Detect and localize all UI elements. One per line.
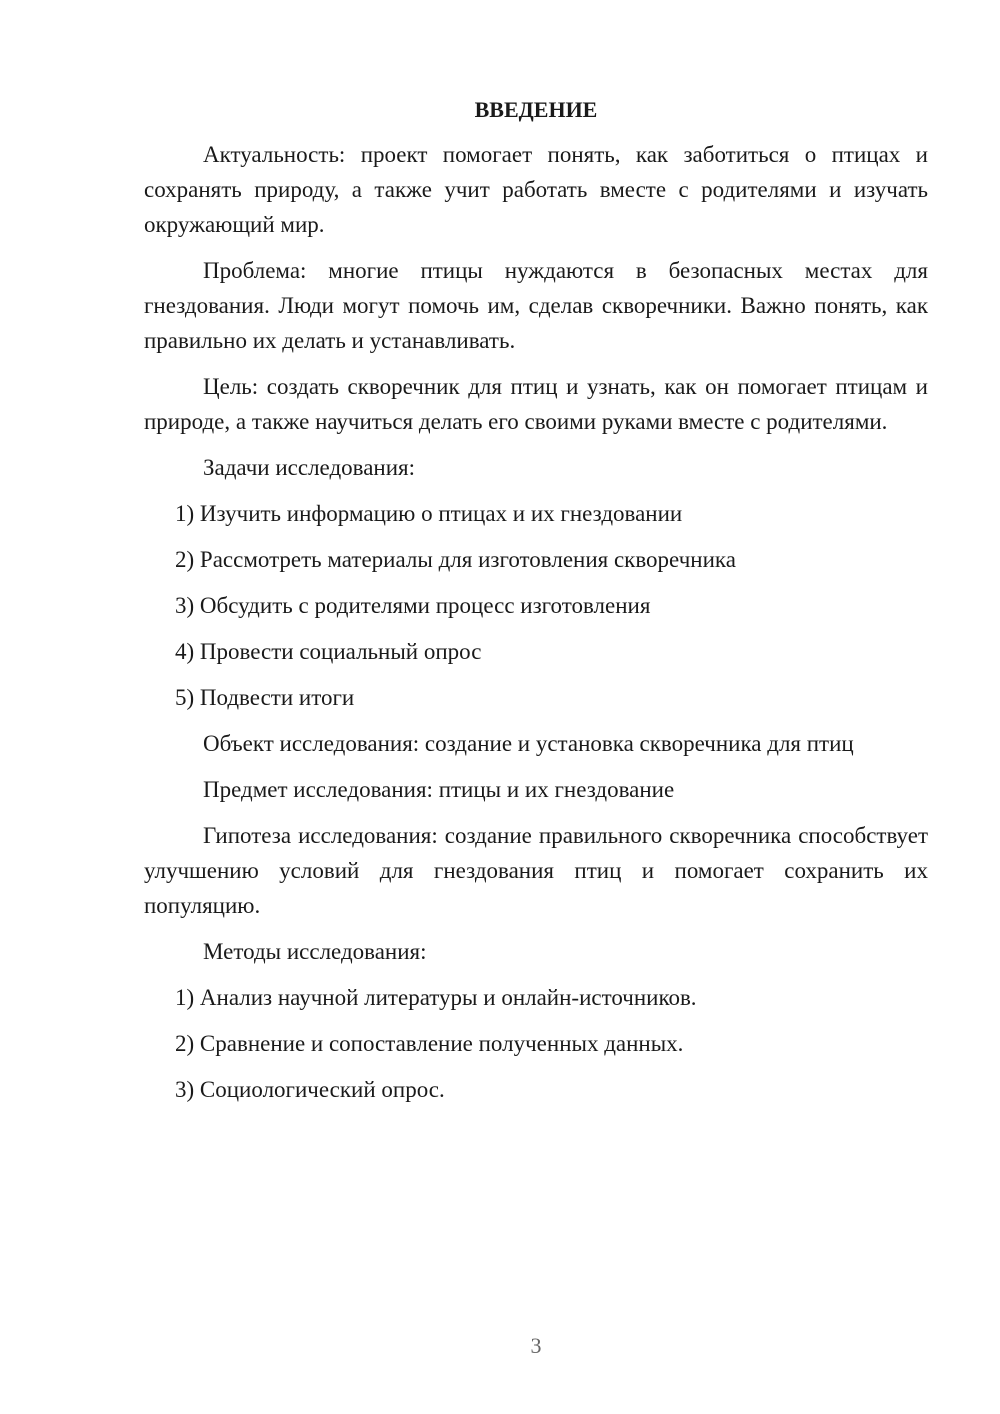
tasks-heading: Задачи исследования: bbox=[203, 455, 416, 480]
page-title: ВВЕДЕНИЕ bbox=[474, 97, 598, 122]
method-item-2: 2) Сравнение и сопоставление полученных данных. bbox=[175, 1031, 684, 1056]
problem-paragraph: Проблема: многие птицы нуждаются в безопасных местах для гнездования. Люди могут помочь им, сделав скворечники. Важно понять, как правильно их делать и устанавливать. bbox=[144, 258, 928, 353]
hypothesis-paragraph: Гипотеза исследования: создание правильного скворечника способствует улучшению условий для гнездования птиц и помогает сохранить их популяцию. bbox=[144, 823, 928, 918]
goal-paragraph: Цель: создать скворечник для птиц и узнать, как он помогает птицам и природе, а также научиться делать его своими руками вместе с родителями. bbox=[144, 374, 928, 434]
task-item-5: 5) Подвести итоги bbox=[175, 685, 355, 710]
object-line: Объект исследования: создание и установка скворечника для птиц bbox=[203, 731, 854, 756]
task-item-4: 4) Провести социальный опрос bbox=[175, 639, 482, 664]
page-number: 3 bbox=[530, 1333, 542, 1358]
method-item-3: 3) Социологический опрос. bbox=[175, 1077, 445, 1102]
methods-heading: Методы исследования: bbox=[203, 939, 427, 964]
method-item-1: 1) Анализ научной литературы и онлайн-источников. bbox=[175, 985, 697, 1010]
document-page bbox=[144, 92, 928, 1118]
task-item-2: 2) Рассмотреть материалы для изготовления скворечника bbox=[175, 547, 736, 572]
relevance-paragraph: Актуальность: проект помогает понять, как заботиться о птицах и сохранять природу, а также учит работать вместе с родителями и изучать окружающий мир. bbox=[144, 142, 928, 237]
task-item-1: 1) Изучить информацию о птицах и их гнездовании bbox=[175, 501, 683, 526]
task-item-3: 3) Обсудить с родителями процесс изготовления bbox=[175, 593, 651, 618]
subject-line: Предмет исследования: птицы и их гнездование bbox=[203, 777, 675, 802]
